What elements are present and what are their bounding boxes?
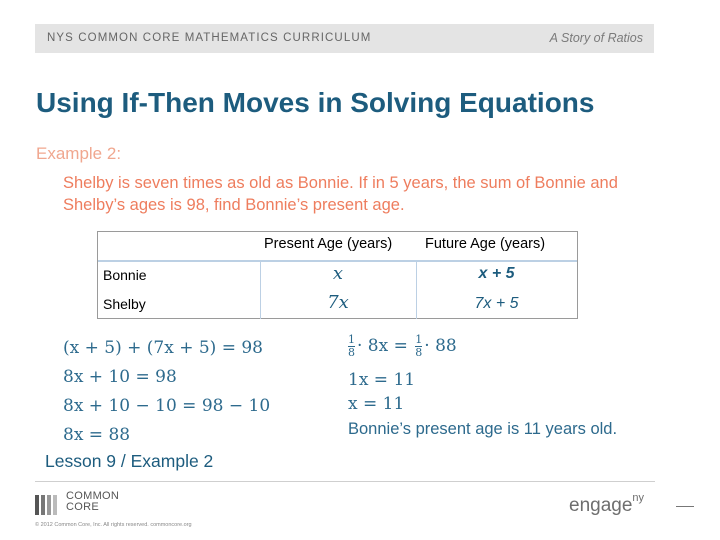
common-core-wordmark: COMMON CORE: [66, 490, 120, 513]
slide-title: Using If-Then Moves in Solving Equations: [36, 87, 595, 118]
row-label-bonnie: Bonnie: [103, 267, 147, 283]
step-left-3: 8x + 10 − 10 = 98 − 10: [63, 396, 271, 416]
lesson-caption: Lesson 9 / Example 2: [45, 451, 214, 471]
problem-line-2: Shelby’s ages is 98, find Bonnie’s present age.: [63, 196, 405, 214]
bonnie-present-age: x: [332, 263, 344, 284]
step-left-1: (x + 5) + (7x + 5) = 98: [63, 338, 263, 358]
copyright-text: © 2012 Common Core, Inc. All rights reserved. commoncore.org: [35, 522, 192, 528]
step-right-2: 1x = 11: [348, 370, 416, 390]
col-header-present: Present Age (years): [264, 236, 393, 252]
answer-text: Bonnie’s present age is 11 years old.: [348, 420, 618, 438]
fraction-one-eighth: $\frac{1}{8}$: [348, 333, 355, 359]
module-label: A Story of Ratios: [549, 31, 643, 45]
step-left-2: 8x + 10 = 98: [63, 367, 177, 387]
fraction-one-eighth-2: $\frac{1}{8}$: [415, 333, 423, 359]
table-header-divider: [97, 260, 578, 262]
shelby-present-age: 7x: [327, 292, 349, 313]
footer-tick: [676, 506, 694, 507]
common-core-logo-icon: [35, 495, 61, 515]
bonnie-future-age: x + 5: [478, 265, 515, 282]
table-border-top: [97, 231, 578, 232]
header-bar: [35, 24, 654, 53]
problem-line-1: Shelby is seven times as old as Bonnie. If in 5 years, the sum of Bonnie and: [63, 174, 618, 192]
table-border-bottom: [97, 318, 578, 319]
col-header-future: Future Age (years): [425, 236, 546, 252]
problem-text: [63, 172, 683, 216]
engageny-logo: engage$^{ny}$: [569, 492, 645, 516]
row-label-shelby: Shelby: [103, 296, 146, 312]
example-label: Example 2:: [36, 144, 122, 163]
table-border-right: [577, 231, 578, 319]
step-right-1: $\frac{1}{8}$ · 8x = $\frac{1}{8}$ · 88: [348, 333, 457, 359]
table-border-left: [97, 231, 98, 319]
step-left-4: 8x = 88: [63, 425, 131, 445]
curriculum-label: NYS COMMON CORE MATHEMATICS CURRICULUM: [47, 32, 372, 44]
step-right-3: x = 11: [348, 394, 405, 414]
shelby-future-age: 7x + 5: [474, 295, 519, 312]
footer-divider: [35, 481, 655, 482]
